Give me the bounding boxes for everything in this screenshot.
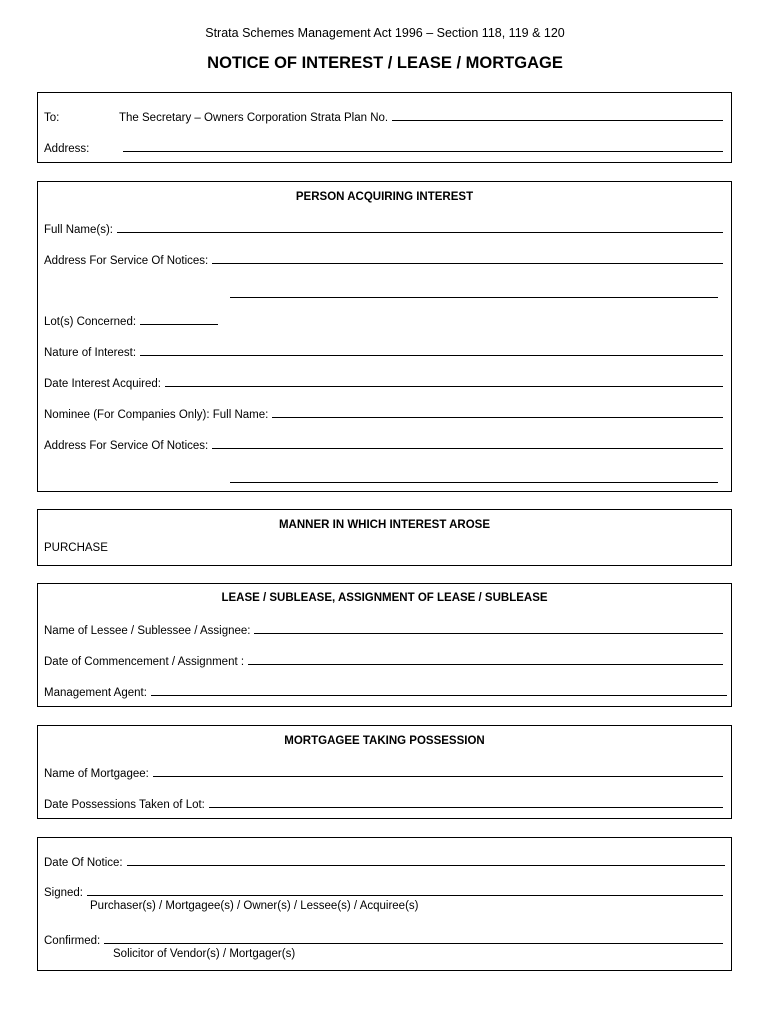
confirmed-caption: Solicitor of Vendor(s) / Mortgager(s)	[113, 948, 296, 960]
address-row	[44, 139, 723, 155]
recipient-address-field[interactable]	[123, 151, 723, 152]
date-notice-row	[44, 853, 725, 869]
person-acquiring-section	[37, 181, 732, 492]
commencement-field[interactable]	[248, 664, 723, 665]
mortgagee-name-label: Name of Mortgagee:	[44, 768, 149, 780]
signed-row	[44, 883, 723, 899]
nominee-address-field-2[interactable]	[230, 482, 718, 483]
date-acquired-label: Date Interest Acquired:	[44, 378, 161, 390]
nominee-address-row	[44, 436, 723, 452]
manner-value: PURCHASE	[44, 542, 108, 554]
act-reference: Strata Schemes Management Act 1996 – Section 118, 119 & 120	[205, 26, 565, 40]
manner-heading: MANNER IN WHICH INTEREST AROSE	[278, 519, 491, 531]
confirmed-field[interactable]	[104, 943, 723, 944]
confirmed-row	[44, 931, 723, 947]
manner-section	[37, 509, 732, 566]
full-names-label: Full Name(s):	[44, 224, 114, 236]
nature-field[interactable]	[140, 355, 723, 356]
service-address-row	[44, 251, 723, 267]
to-row	[44, 108, 723, 124]
service-address-field-2[interactable]	[230, 297, 718, 298]
nominee-row	[44, 405, 723, 421]
possession-date-label: Date Possessions Taken of Lot:	[44, 799, 205, 811]
nature-row	[44, 343, 723, 359]
signed-field[interactable]	[87, 895, 723, 896]
possession-date-row	[44, 795, 723, 811]
full-names-field[interactable]	[117, 232, 723, 233]
lots-label: Lot(s) Concerned:	[44, 316, 137, 328]
date-acquired-field[interactable]	[165, 386, 723, 387]
mortgagee-heading: MORTGAGEE TAKING POSSESSION	[284, 735, 485, 747]
lots-field[interactable]	[140, 324, 218, 325]
to-text: The Secretary – Owners Corporation Strata Plan No.	[119, 112, 389, 124]
nominee-label: Nominee (For Companies Only): Full Name:	[44, 409, 269, 421]
lots-row	[44, 312, 723, 328]
nominee-address-label: Address For Service Of Notices:	[44, 440, 209, 452]
to-label: To:	[44, 112, 60, 124]
agent-field[interactable]	[151, 695, 727, 696]
lease-section	[37, 583, 732, 707]
mortgagee-section	[37, 725, 732, 819]
strata-plan-no-field[interactable]	[392, 120, 723, 121]
recipient-section	[37, 92, 732, 163]
commencement-row	[44, 652, 723, 668]
person-heading: PERSON ACQUIRING INTEREST	[295, 191, 474, 203]
signoff-section	[37, 837, 732, 971]
mortgagee-name-field[interactable]	[153, 776, 723, 777]
service-address-field[interactable]	[212, 263, 723, 264]
date-notice-field[interactable]	[127, 865, 725, 866]
possession-date-field[interactable]	[209, 807, 723, 808]
signed-caption: Purchaser(s) / Mortgagee(s) / Owner(s) / Lessee(s) / Acquiree(s)	[90, 900, 419, 912]
full-names-row	[44, 220, 723, 236]
agent-row	[44, 683, 727, 699]
lessee-field[interactable]	[254, 633, 723, 634]
lessee-row	[44, 621, 723, 637]
confirmed-label: Confirmed:	[44, 935, 101, 947]
service-address-label: Address For Service Of Notices:	[44, 255, 209, 267]
date-acquired-row	[44, 374, 723, 390]
date-notice-label: Date Of Notice:	[44, 857, 123, 869]
lessee-label: Name of Lessee / Sublessee / Assignee:	[44, 625, 251, 637]
nature-label: Nature of Interest:	[44, 347, 137, 359]
agent-label: Management Agent:	[44, 687, 147, 699]
signed-label: Signed:	[44, 887, 84, 899]
address-label: Address:	[44, 143, 90, 155]
commencement-label: Date of Commencement / Assignment :	[44, 656, 245, 668]
nominee-field[interactable]	[272, 417, 723, 418]
nominee-address-field[interactable]	[212, 448, 723, 449]
lease-heading: LEASE / SUBLEASE, ASSIGNMENT OF LEASE / SUBLEASE	[221, 592, 548, 604]
page-title: NOTICE OF INTEREST / LEASE / MORTGAGE	[207, 54, 563, 72]
mortgagee-name-row	[44, 764, 723, 780]
